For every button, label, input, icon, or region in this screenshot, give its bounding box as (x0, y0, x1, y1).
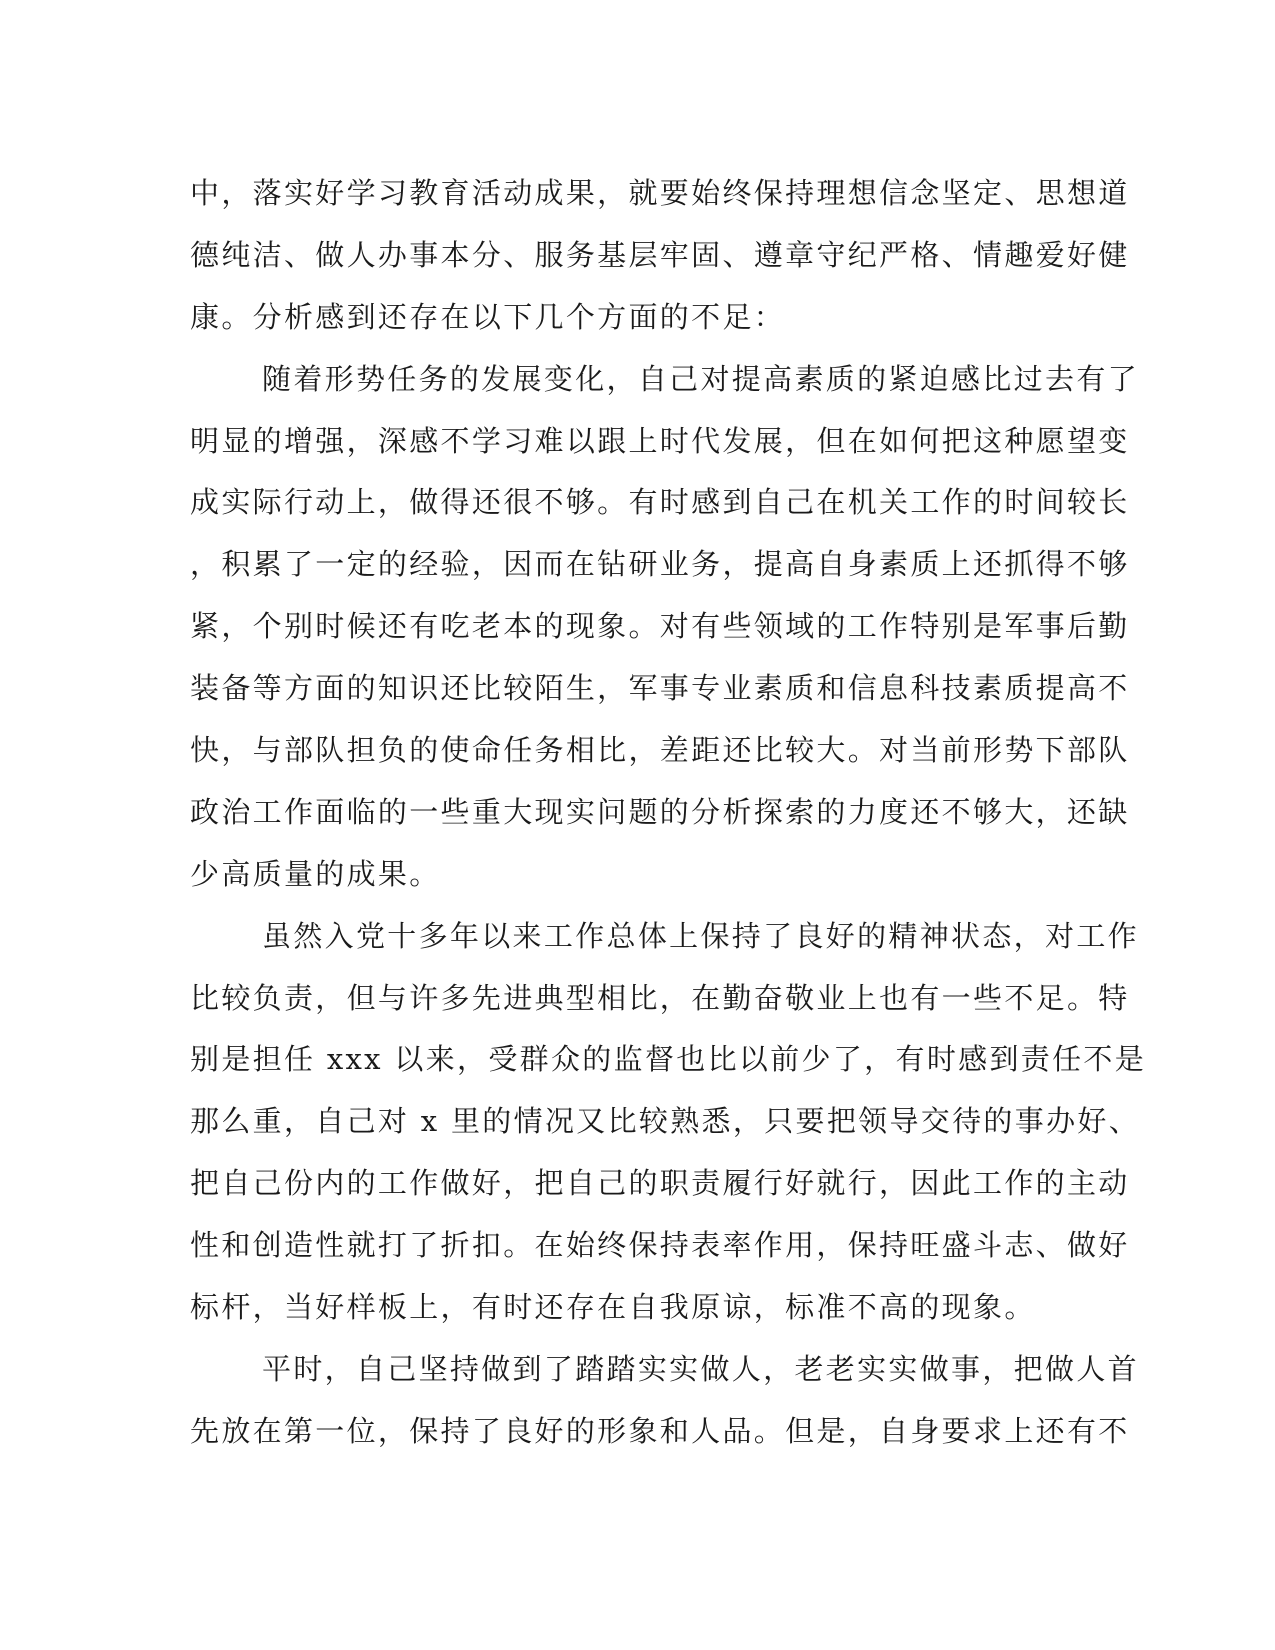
text-line: 政治工作面临的一些重大现实问题的分析探索的力度还不够大，还缺 (190, 794, 1130, 829)
text-line: 把自己份内的工作做好，把自己的职责履行好就行，因此工作的主动 (190, 1166, 1130, 1201)
text-line: 紧，个别时候还有吃老本的现象。对有些领域的工作特别是军事后勤 (190, 609, 1130, 644)
paragraph-first-line: 虽然入党十多年以来工作总体上保持了良好的精神状态，对工作 (262, 918, 1139, 953)
paragraph-first-line: 随着形势任务的发展变化，自己对提高素质的紧迫感比过去有了 (262, 361, 1139, 396)
text-line: 比较负责，但与许多先进典型相比，在勤奋敬业上也有一些不足。特 (190, 980, 1130, 1015)
text-line: 性和创造性就打了折扣。在始终保持表率作用，保持旺盛斗志、做好 (190, 1228, 1130, 1263)
text-line: 装备等方面的知识还比较陌生，军事专业素质和信息科技素质提高不 (190, 671, 1130, 706)
text-line: 先放在第一位，保持了良好的形象和人品。但是，自身要求上还有不 (190, 1413, 1130, 1448)
text-line: 快，与部队担负的使命任务相比，差距还比较大。对当前形势下部队 (190, 733, 1130, 768)
text-line: ，积累了一定的经验，因而在钻研业务，提高自身素质上还抓得不够 (190, 547, 1130, 582)
text-line: 德纯洁、做人办事本分、服务基层牢固、遵章守纪严格、情趣爱好健 (190, 237, 1130, 272)
document-body (190, 163, 1147, 1463)
text-line: 明显的增强，深感不学习难以跟上时代发展，但在如何把这种愿望变 (190, 423, 1130, 458)
text-line: 成实际行动上，做得还很不够。有时感到自己在机关工作的时间较长 (190, 485, 1130, 520)
text-line: 那么重，自己对 x 里的情况又比较熟悉，只要把领导交待的事办好、 (190, 1104, 1141, 1139)
text-line: 康。分析感到还存在以下几个方面的不足： (190, 299, 786, 334)
text-line: 中，落实好学习教育活动成果，就要始终保持理想信念坚定、思想道 (190, 176, 1130, 210)
text-line: 少高质量的成果。 (190, 856, 441, 891)
text-line: 别是担任 xxx 以来，受群众的监督也比以前少了，有时感到责任不是 (190, 1042, 1147, 1077)
text-line: 标杆，当好样板上，有时还存在自我原谅，标准不高的现象。 (190, 1290, 1036, 1325)
paragraph-first-line: 平时，自己坚持做到了踏踏实实做人，老老实实做事，把做人首 (262, 1351, 1139, 1386)
